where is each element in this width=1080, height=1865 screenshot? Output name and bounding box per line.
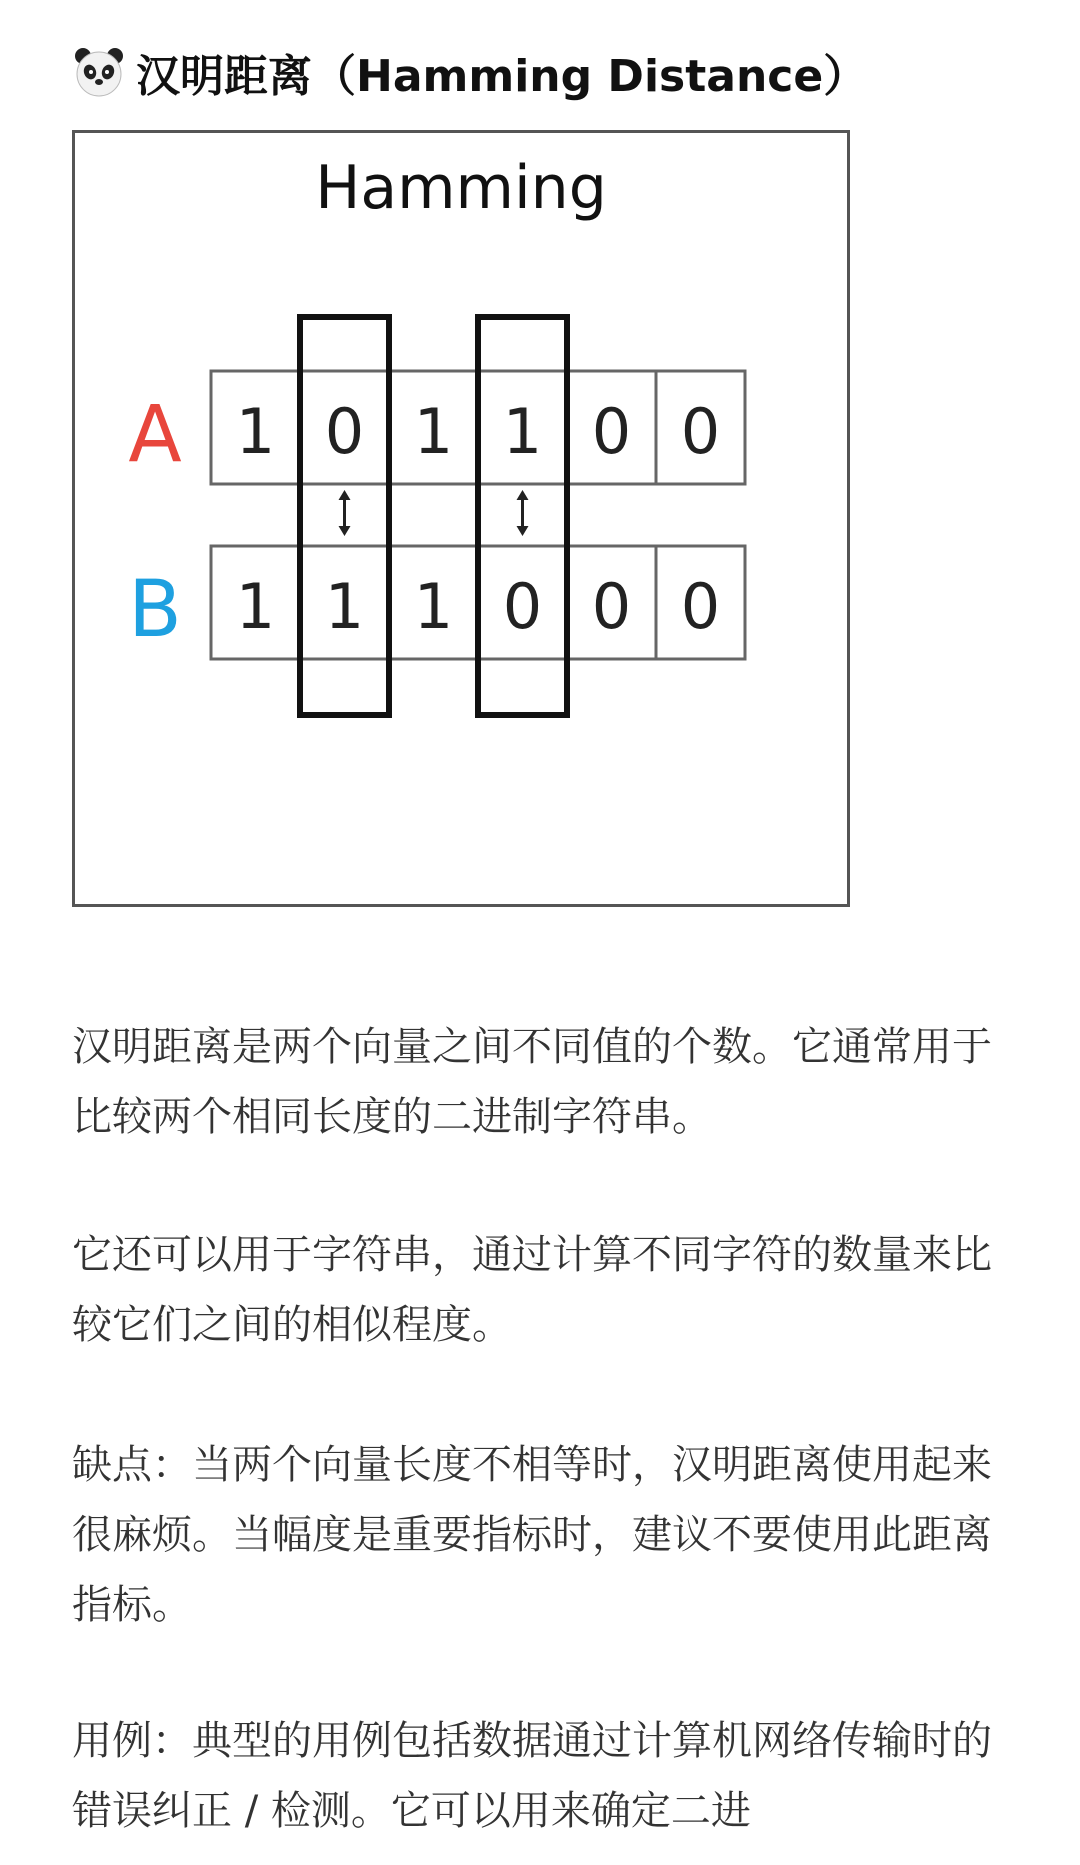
bit-value-a: 1 bbox=[413, 395, 454, 468]
hamming-diagram bbox=[75, 133, 847, 904]
hamming-figure bbox=[72, 130, 850, 907]
bit-value-a: 0 bbox=[591, 395, 632, 468]
page-title: 汉明距离（Hamming Distance） bbox=[136, 51, 868, 102]
bit-value-b: 1 bbox=[324, 570, 365, 643]
row-b-label: B bbox=[128, 565, 182, 655]
up-down-arrow-icon bbox=[339, 490, 351, 536]
paragraph-drawbacks: 缺点：当两个向量长度不相等时，汉明距离使用起来很麻烦。当幅度是重要指标时，建议不要使用此距离指标。 bbox=[72, 1442, 992, 1628]
paragraph-strings: 它还可以用于字符串，通过计算不同字符的数量来比较它们之间的相似程度。 bbox=[72, 1232, 992, 1348]
bit-value-b: 0 bbox=[502, 570, 543, 643]
bit-value-b: 0 bbox=[680, 570, 721, 643]
bit-value-a: 1 bbox=[235, 395, 276, 468]
figure-title: Hamming bbox=[315, 153, 607, 223]
bit-value-a: 1 bbox=[502, 395, 543, 468]
bit-value-a: 0 bbox=[324, 395, 365, 468]
paragraph-definition: 汉明距离是两个向量之间不同值的个数。它通常用于比较两个相同长度的二进制字符串。 bbox=[72, 1024, 992, 1140]
paragraph-use-cases: 用例：典型的用例包括数据通过计算机网络传输时的错误纠正 / 检测。它可以用来确定二进 bbox=[72, 1718, 992, 1834]
up-down-arrow-icon bbox=[517, 490, 529, 536]
page-title-row bbox=[72, 40, 867, 104]
bit-value-b: 1 bbox=[413, 570, 454, 643]
bit-value-a: 0 bbox=[680, 395, 721, 468]
bit-value-b: 0 bbox=[591, 570, 632, 643]
row-a-label: A bbox=[128, 390, 182, 480]
panda-face-icon bbox=[72, 45, 126, 99]
bit-value-b: 1 bbox=[235, 570, 276, 643]
